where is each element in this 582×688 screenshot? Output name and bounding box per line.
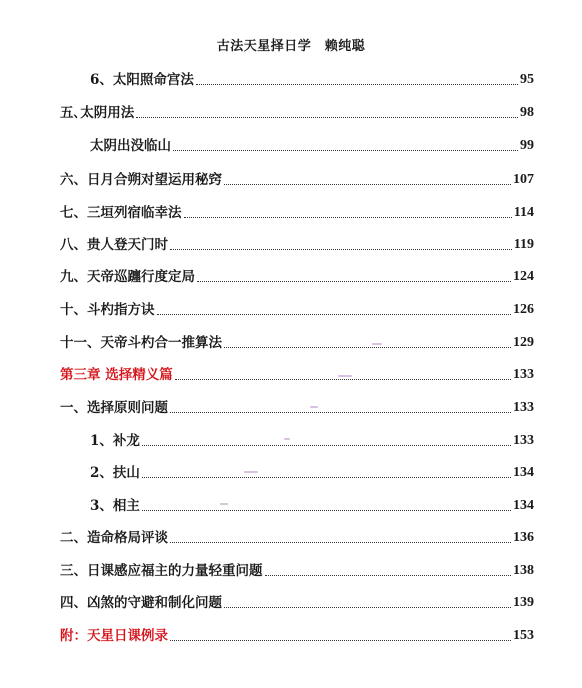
toc-entry[interactable] (60, 267, 534, 287)
scan-smudge (220, 503, 228, 505)
toc-entry-page: 134 (513, 498, 534, 513)
toc-entry-page: 126 (513, 302, 534, 317)
dot-leader (142, 476, 511, 478)
toc-entry-label: 七、三垣列宿临幸法 (60, 205, 182, 221)
toc-entry-label: 2、扶山 (90, 465, 140, 481)
dot-leader (265, 574, 512, 576)
toc-entry-page: 129 (513, 335, 534, 350)
toc-entry[interactable] (60, 103, 534, 123)
toc-entry-label: 附：天星日课例录 (60, 628, 168, 644)
toc-entry-label: 十一、天帝斗杓合一推算法 (60, 335, 222, 351)
toc-entry[interactable] (60, 398, 534, 418)
dot-leader (142, 509, 511, 511)
toc-entry[interactable] (60, 333, 534, 353)
toc-entry-page: 133 (513, 367, 534, 382)
toc-entry-label: 六、日月合朔对望运用秘窍 (60, 172, 222, 188)
dot-leader (184, 216, 512, 218)
scan-smudge (372, 343, 382, 345)
toc-entry-label: 3、相主 (90, 498, 140, 514)
toc-entry-label: 八、贵人登天门时 (60, 237, 168, 253)
toc-entry-label: 九、天帝巡躔行度定局 (60, 269, 195, 285)
toc-entry[interactable] (90, 431, 534, 451)
toc-chapter-entry[interactable] (60, 626, 534, 646)
toc-entry-page: 136 (513, 530, 534, 545)
toc-entry[interactable] (60, 561, 534, 581)
toc-entry[interactable] (60, 593, 534, 613)
scan-smudge (244, 471, 258, 473)
toc-entry-page: 99 (520, 138, 534, 153)
scan-smudge (310, 406, 318, 408)
scan-smudge (338, 375, 352, 377)
toc-entry-label: 太阴出没临山 (90, 138, 171, 154)
toc-entry-page: 98 (520, 105, 534, 120)
dot-leader (196, 83, 518, 85)
toc-entry-page: 95 (520, 72, 534, 87)
dot-leader (142, 444, 511, 446)
dot-leader (170, 541, 511, 543)
toc-entry[interactable] (90, 463, 534, 483)
toc-entry[interactable] (90, 496, 534, 516)
dot-leader (173, 149, 518, 151)
toc-entry-page: 138 (513, 563, 534, 578)
dot-leader (170, 411, 511, 413)
dot-leader (170, 639, 511, 641)
toc-entry-label: 1、补龙 (90, 433, 140, 449)
dot-leader (224, 606, 511, 608)
dot-leader (175, 378, 511, 380)
toc-chapter-entry[interactable] (60, 365, 534, 385)
toc-entry-page: 139 (513, 595, 534, 610)
toc-entry[interactable] (90, 136, 534, 156)
toc-entry-label: 四、凶煞的守避和制化问题 (60, 595, 222, 611)
toc-entry-page: 124 (513, 269, 534, 284)
toc-entry[interactable] (60, 170, 534, 190)
toc-entry-label: 十、斗杓指方诀 (60, 302, 155, 318)
toc-entry[interactable] (90, 70, 534, 90)
toc-entry-label: 第三章 选择精义篇 (60, 367, 173, 383)
dot-leader (224, 346, 511, 348)
dot-leader (197, 280, 511, 282)
toc-entry-label: 五､太阴用法 (60, 105, 135, 121)
toc-entry[interactable] (60, 528, 534, 548)
dot-leader (136, 116, 518, 118)
scan-smudge (284, 438, 290, 440)
toc-entry-page: 133 (513, 400, 534, 415)
toc-entry-page: 107 (513, 172, 534, 187)
toc-entry[interactable] (60, 203, 534, 223)
toc-entry-label: 一、选择原则问题 (60, 400, 168, 416)
dot-leader (170, 248, 512, 250)
dot-leader (157, 313, 512, 315)
toc-entry[interactable] (60, 235, 534, 255)
toc-entry-page: 153 (513, 628, 534, 643)
toc-entry-label: 三、日课感应福主的力量轻重问题 (60, 563, 263, 579)
toc-entry-page: 133 (513, 433, 534, 448)
dot-leader (224, 183, 511, 185)
toc-entry[interactable] (60, 300, 534, 320)
toc-entry-label: 二、造命格局评谈 (60, 530, 168, 546)
toc-entry-label: 6、太阳照命宫法 (90, 72, 194, 88)
toc-entry-page: 134 (513, 465, 534, 480)
toc-entry-page: 114 (513, 205, 534, 220)
toc-entry-page: 119 (513, 237, 534, 252)
page-header-title: 古法天星择日学 赖纯聪 (216, 39, 366, 54)
